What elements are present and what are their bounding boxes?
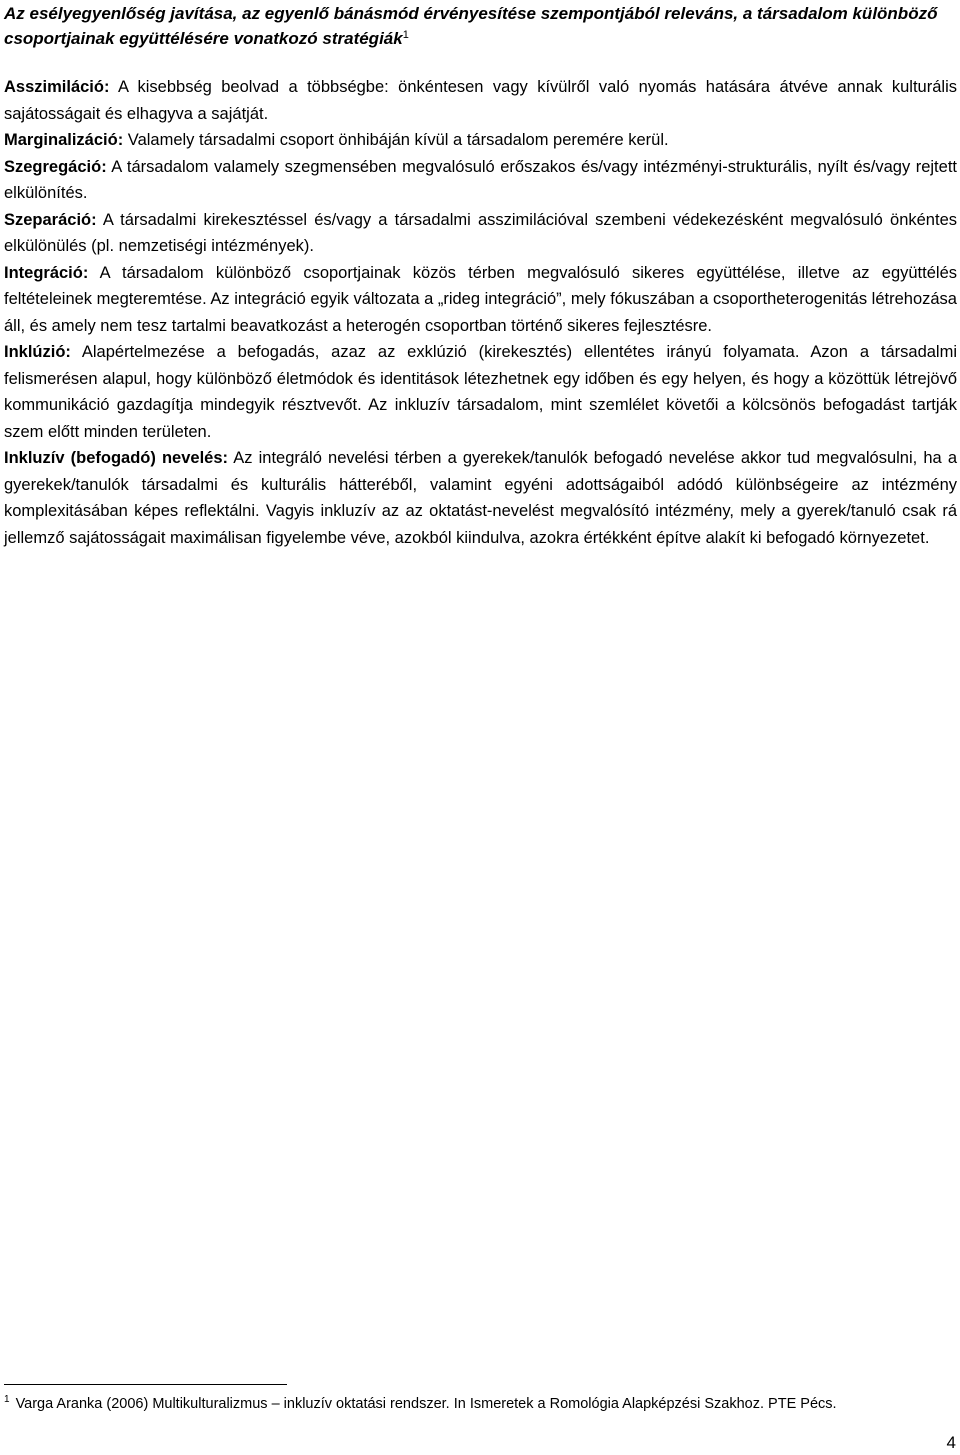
definition-term: Marginalizáció: (4, 131, 124, 149)
definition-text: A kisebbség beolvad a többségbe: önkéntesen vagy kívülről való nyomás hatására átvéve annak kulturális sajátosságait és elhagyva a sajátját. (4, 78, 957, 123)
definition-marginalization (4, 127, 957, 154)
definition-term: Inklúzió: (4, 343, 71, 361)
definition-integration (4, 260, 957, 340)
definition-text: Az integráló nevelési térben a gyerekek/tanulók befogadó nevelése akkor tud megvalósulni, ha a gyerekek/tanulók társadalmi és kulturális hátteréből, valamint egyéni adottságaiból adódó különbségeire az intézmény komplexitásában képes reflektálni. Vagyis inkluzív az az oktatást-nevelést megvalósító intézmény, mely a gyerek/tanuló csak rá jellemző sajátosságait maximálisan figyelembe véve, azokból kiindulva, azokra értékként építve alakít ki befogadó környezetet. (4, 449, 957, 547)
definition-term: Szegregáció: (4, 157, 107, 176)
definition-text: A társadalom valamely szegmensében megvalósuló erőszakos és/vagy intézményi-strukturális, nyílt és/vagy rejtett elkülönítés. (4, 157, 957, 202)
definition-text: Alapértelmezése a befogadás, azaz az exklúzió (kirekesztés) ellentétes irányú folyamata. Azon a társadalmi felismerésen alapul, hogy különböző életmódok és identitások létezhetnek egy időben és egy helyen, és hogy a közöttük létrejövő kommunikáció gazdagítja mindegyik résztvevőt. Az inkluzív társadalom, mint szemlélet követői a kölcsönös befogadást tartják szem előtt minden területen. (4, 343, 957, 441)
definition-text: A társadalmi kirekesztéssel és/vagy a társadalmi asszimilációval szembeni védekezésként megvalósuló önkéntes elkülönülés (pl. nemzetiségi intézmények). (4, 210, 957, 255)
definition-assimilation (4, 74, 957, 127)
definitions-list (4, 74, 957, 551)
definition-text: Valamely társadalmi csoport önhibáján kívül a társadalom peremére kerül. (123, 131, 669, 149)
definition-inclusive-education (4, 445, 957, 551)
footnote-number: 1 (4, 1394, 10, 1405)
document-page (4, 0, 957, 551)
definition-segregation (4, 154, 957, 207)
definition-term: Szeparáció: (4, 210, 97, 229)
definition-term: Asszimiláció: (4, 78, 110, 96)
footnote-reference[interactable]: 1 (402, 29, 409, 41)
page-title (4, 0, 957, 51)
definition-separation (4, 207, 957, 260)
definition-term: Integráció: (4, 263, 89, 282)
title-text: Az esélyegyenlőség javítása, az egyenlő bánásmód érvényesítése szempontjából releváns, a társadalom különböző csoportjainak együttélésére vonatkozó stratégiák (4, 4, 938, 48)
definition-text: A társadalom különböző csoportjainak közös térben megvalósuló sikeres együttélése, illetve az együttélés feltételeinek megteremtése. Az integráció egyik változata a „rideg integráció”, mely fókuszában a csoportheterogenitás létrehozása áll, és amely nem tesz tartalmi beavatkozást a heterogén csoportban történő sikeres fejlesztésre. (4, 263, 957, 335)
footnote (4, 1394, 954, 1414)
page-number: 4 (946, 1433, 956, 1452)
definition-inclusion (4, 339, 957, 445)
definition-term: Inkluzív (befogadó) nevelés: (4, 449, 229, 467)
footnote-text: Varga Aranka (2006) Multikulturalizmus – inkluzív oktatási rendszer. In Ismeretek a Romológia Alapképzési Szakhoz. PTE Pécs. (15, 1396, 837, 1412)
footnote-divider (4, 1384, 287, 1385)
